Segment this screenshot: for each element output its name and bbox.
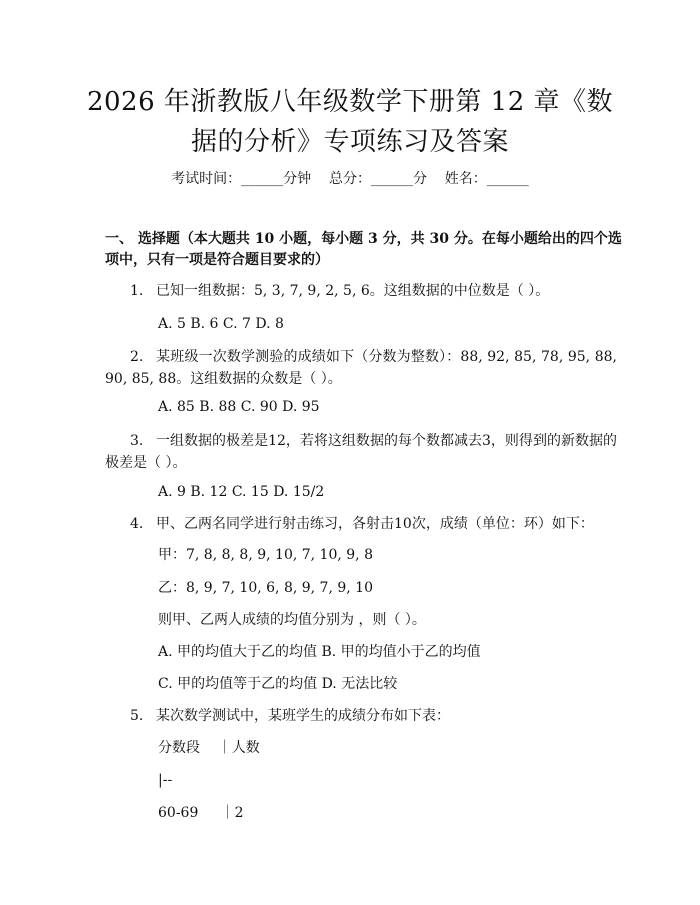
question-text: 某班级一次数学测验的成绩如下（分数为整数）：88, 92, 85, 78, 95, 88, 90, 85, 88。这组数据的众数是（ ）。 xyxy=(105,349,617,387)
question-2-options: A. 85 B. 88 C. 90 D. 95 xyxy=(158,399,320,415)
question-2 xyxy=(105,346,617,390)
question-number: 5. xyxy=(130,708,144,724)
question-3 xyxy=(105,430,617,474)
question-text: 已知一组数据：5, 3, 7, 9, 2, 5, 6。这组数据的中位数是（ ）。 xyxy=(156,283,550,299)
question-5 xyxy=(105,706,617,727)
document-title xyxy=(60,82,640,162)
title-line-2: 据的分析》专项练习及答案 xyxy=(190,127,509,157)
question-4-options-cd: C. 甲的均值等于乙的均值 D. 无法比较 xyxy=(158,676,398,692)
score-table-header: 分数段 ｜人数 xyxy=(158,740,260,756)
exam-meta-line: 考试时间：______分钟 总分：______分 姓名：______ xyxy=(171,171,529,187)
question-text: 甲、乙两名同学进行射击练习，各射击10次，成绩（单位：环）如下： xyxy=(156,516,594,532)
score-table-row: 60-69 ｜2 xyxy=(158,805,244,821)
title-line-1: 2026 年浙教版八年级数学下册第 12 章《数 xyxy=(86,87,614,117)
question-4-options-ab: A. 甲的均值大于乙的均值 B. 甲的均值小于乙的均值 xyxy=(158,644,481,660)
question-4-jia-scores: 甲：7, 8, 8, 8, 9, 10, 7, 10, 9, 8 xyxy=(158,547,373,563)
question-1 xyxy=(105,281,617,302)
question-number: 3. xyxy=(130,433,144,449)
question-number: 2. xyxy=(130,349,144,365)
question-3-options: A. 9 B. 12 C. 15 D. 15/2 xyxy=(158,484,325,500)
section-1-heading: 一、 选择题（本大题共 10 小题，每小题 3 分，共 30 分。在每小题给出的四个选项中，只有一项是符合题目要求的） xyxy=(105,231,622,268)
question-4-stem: 则甲、乙两人成绩的均值分别为 ，则（ ）。 xyxy=(158,612,426,628)
score-table-separator: |-- xyxy=(158,772,173,788)
question-text: 某次数学测试中，某班学生的成绩分布如下表： xyxy=(156,708,450,724)
question-number: 1. xyxy=(130,283,144,299)
question-4-yi-scores: 乙：8, 9, 7, 10, 6, 8, 9, 7, 9, 10 xyxy=(158,580,373,596)
question-1-options: A. 5 B. 6 C. 7 D. 8 xyxy=(158,316,284,332)
question-4 xyxy=(105,514,617,535)
question-number: 4. xyxy=(130,516,144,532)
question-text: 一组数据的极差是12，若将这组数据的每个数都减去3，则得到的新数据的极差是（ ）。 xyxy=(105,433,617,471)
